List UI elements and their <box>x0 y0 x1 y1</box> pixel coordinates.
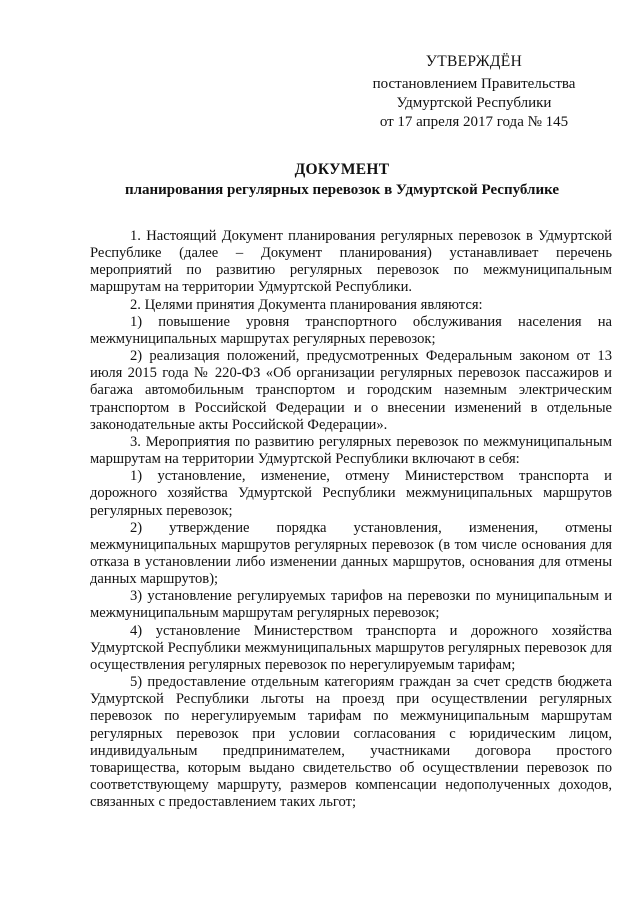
approval-block <box>344 52 604 132</box>
approval-line: Удмуртской Республики <box>396 95 552 111</box>
document-body <box>90 228 612 811</box>
document-title: ДОКУМЕНТ <box>294 161 390 178</box>
paragraph: 1) установление, изменение, отмену Министерством транспорта и дорожного хозяйства Удмуртской Республики межмуниципальных маршрутов регулярных перевозок; <box>90 468 612 519</box>
approval-header: УТВЕРЖДЁН <box>425 53 523 70</box>
document-title-block <box>72 160 612 200</box>
approval-line: постановлением Правительства <box>372 76 576 92</box>
paragraph: 3) установление регулируемых тарифов на перевозки по муниципальным и межмуниципальным маршрутам регулярных перевозок; <box>90 588 612 622</box>
paragraph: 1. Настоящий Документ планирования регулярных перевозок в Удмуртской Республике (далее – Документ планирования) устанавливает перечень мероприятий по развитию регулярных перевозок по межмуниципальным маршрутам на территории Удмуртской Республики. <box>90 228 612 296</box>
paragraph: 1) повышение уровня транспортного обслуживания населения на межмуниципальных маршрутах регулярных перевозок; <box>90 313 612 347</box>
paragraph: 2. Целями принятия Документа планирования являются: <box>130 296 483 313</box>
paragraph: 2) реализация положений, предусмотренных Федеральным законом от 13 июля 2015 года № 220-ФЗ «Об организации регулярных перевозок пассажиров и багажа автомобильным транспортом и городским наземным электрическим транспортом в Российской Федерации и о внесении изменений в отдельные законодательные акты Российской Федерации». <box>90 348 612 433</box>
paragraph: 4) установление Министерством транспорта и дорожного хозяйства Удмуртской Республики межмуниципальных маршрутов регулярных перевозок для осуществления регулярных перевозок по нерегулируемым тарифам; <box>90 622 612 673</box>
approval-line: от 17 апреля 2017 года № 145 <box>379 114 569 130</box>
document-subtitle: планирования регулярных перевозок в Удмуртской Республике <box>124 182 560 198</box>
paragraph: 2) утверждение порядка установления, изменения, отмены межмуниципальных маршрутов регулярных перевозок (в том числе основания для отказа в установлении либо изменении данных маршрутов, основания для отмены данных маршрутов); <box>90 519 612 588</box>
paragraph: 3. Мероприятия по развитию регулярных перевозок по межмуниципальным маршрутам на территории Удмуртской Республики включают в себя: <box>90 433 612 468</box>
paragraph: 5) предоставление отдельным категориям граждан за счет средств бюджета Удмуртской Республики льготы на проезд при осуществлении регулярных перевозок по нерегулируемым тарифам по межмуниципальным маршрутам регулярных перевозок при условии согласования с юридическим лицом, индивидуальным предпринимателем, участниками договора простого товарищества, которым выдано свидетельство об осуществлении перевозок по соответствующему маршруту, размеров компенсации недополученных доходов, связанных с предоставлением таких льгот; <box>90 674 612 811</box>
